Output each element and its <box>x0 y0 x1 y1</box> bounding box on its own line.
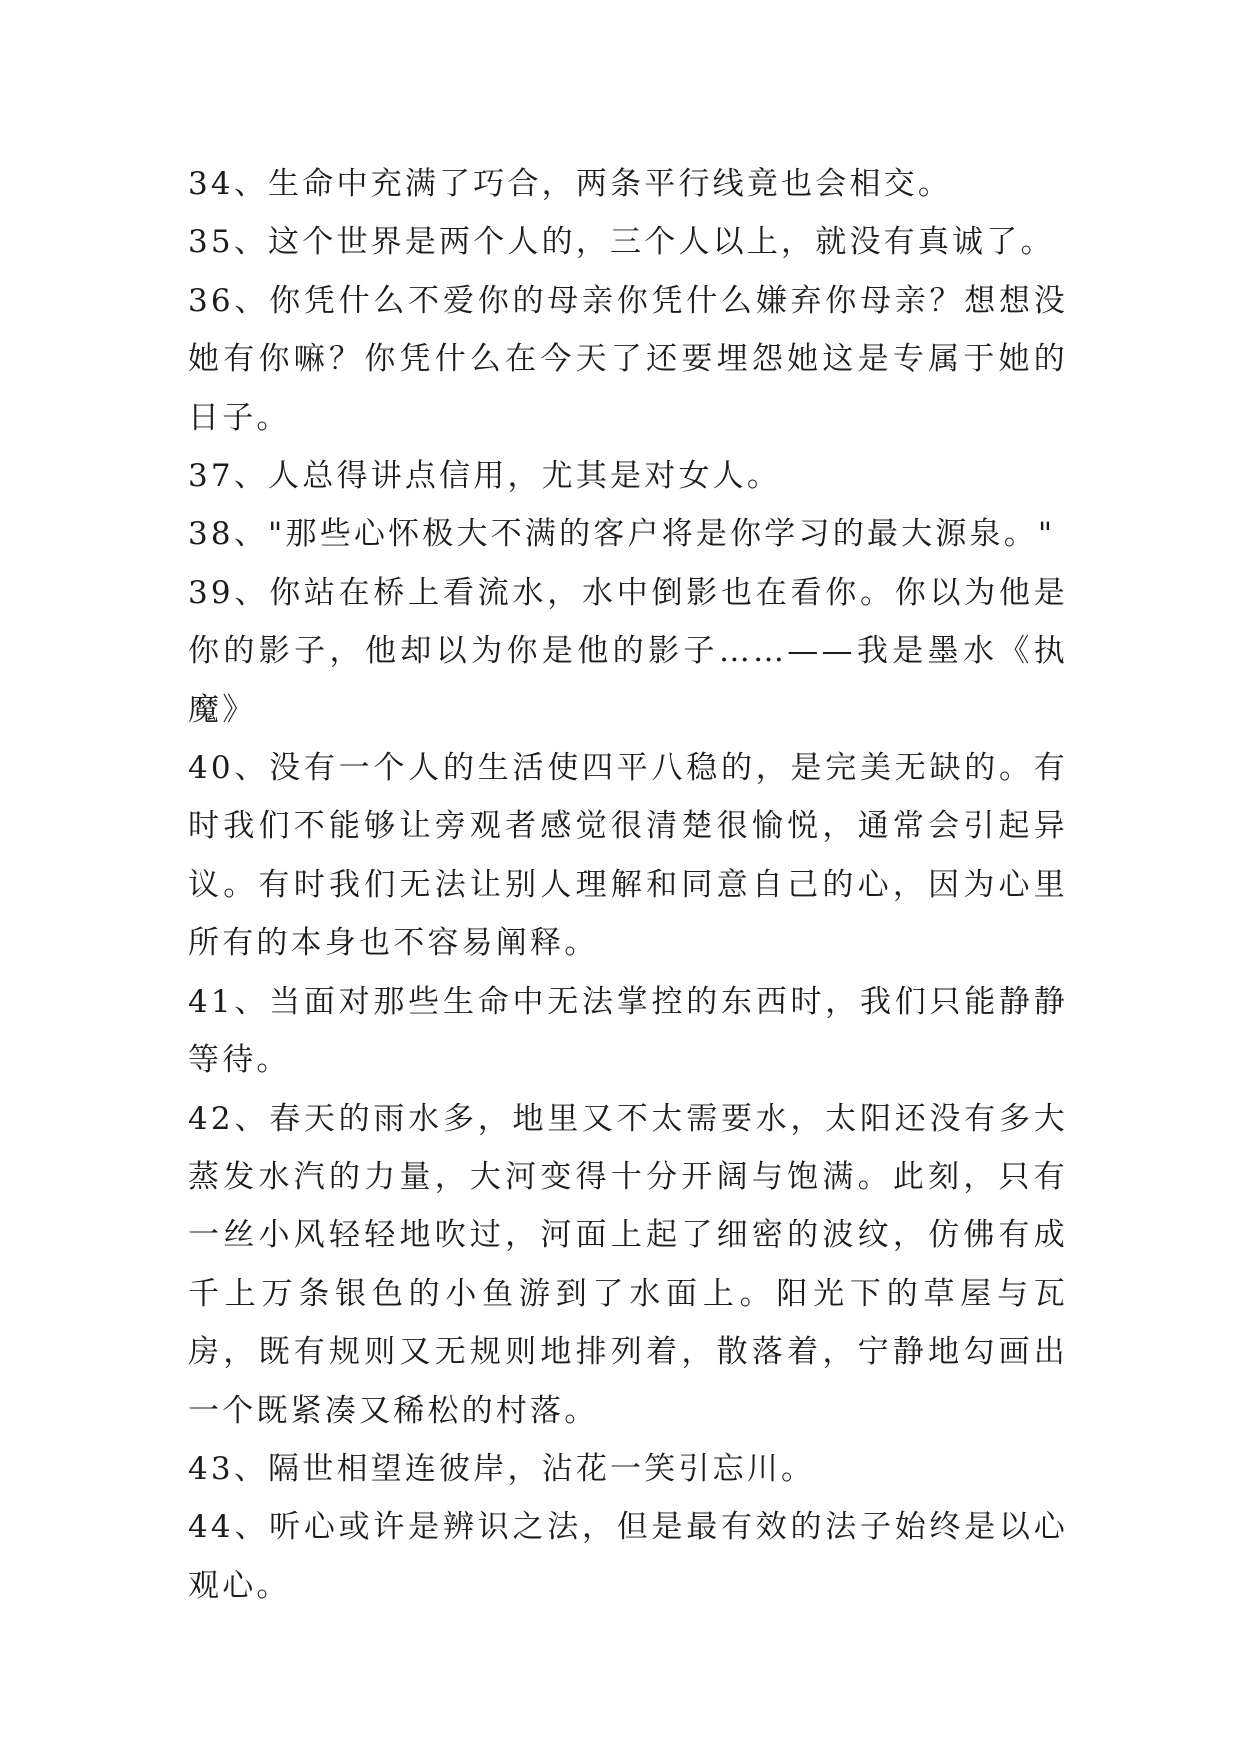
quote-paragraph-40: 40、没有一个人的生活使四平八稳的，是完美无缺的。有时我们不能够让旁观者感觉很清楚很愉悦，通常会引起异议。有时我们无法让别人理解和同意自己的心，因为心里所有的本身也不容易阐释。 <box>188 750 1068 962</box>
quote-paragraph-34: 34、生命中充满了巧合，两条平行线竟也会相交。 <box>188 166 953 202</box>
quote-paragraph-43: 43、隔世相望连彼岸，沾花一笑引忘川。 <box>188 1450 816 1487</box>
quote-paragraph-36: 36、你凭什么不爱你的母亲你凭什么嫌弃你母亲？想想没她有你嘛？你凭什么在今天了还要埋怨她这是专属于她的日子。 <box>188 282 1068 436</box>
quote-paragraph-35: 35、这个世界是两个人的，三个人以上，就没有真诚了。 <box>188 224 1055 261</box>
quote-paragraph-44: 44、听心或许是辨识之法，但是最有效的法子始终是以心观心。 <box>188 1509 1068 1604</box>
quote-paragraph-38: 38、"那些心怀极大不满的客户将是你学习的最大源泉。" <box>188 516 1056 553</box>
document-body <box>188 155 1068 1615</box>
quote-paragraph-42: 42、春天的雨水多，地里又不太需要水，太阳还没有多大蒸发水汽的力量，大河变得十分开阔与饱满。此刻，只有一丝小风轻轻地吹过，河面上起了细密的波纹，仿佛有成千上万条银色的小鱼游到了水面上。阳光下的草屋与瓦房，既有规则又无规则地排列着，散落着，宁静地勾画出一个既紧凑又稀松的村落。 <box>188 1100 1068 1429</box>
quote-paragraph-39: 39、你站在桥上看流水，水中倒影也在看你。你以为他是你的影子，他却以为你是他的影子……——我是墨水《执魔》 <box>188 574 1068 728</box>
quote-paragraph-41: 41、当面对那些生命中无法掌控的东西时，我们只能静静等待。 <box>188 983 1068 1079</box>
quote-paragraph-37: 37、人总得讲点信用，尤其是对女人。 <box>188 458 782 495</box>
